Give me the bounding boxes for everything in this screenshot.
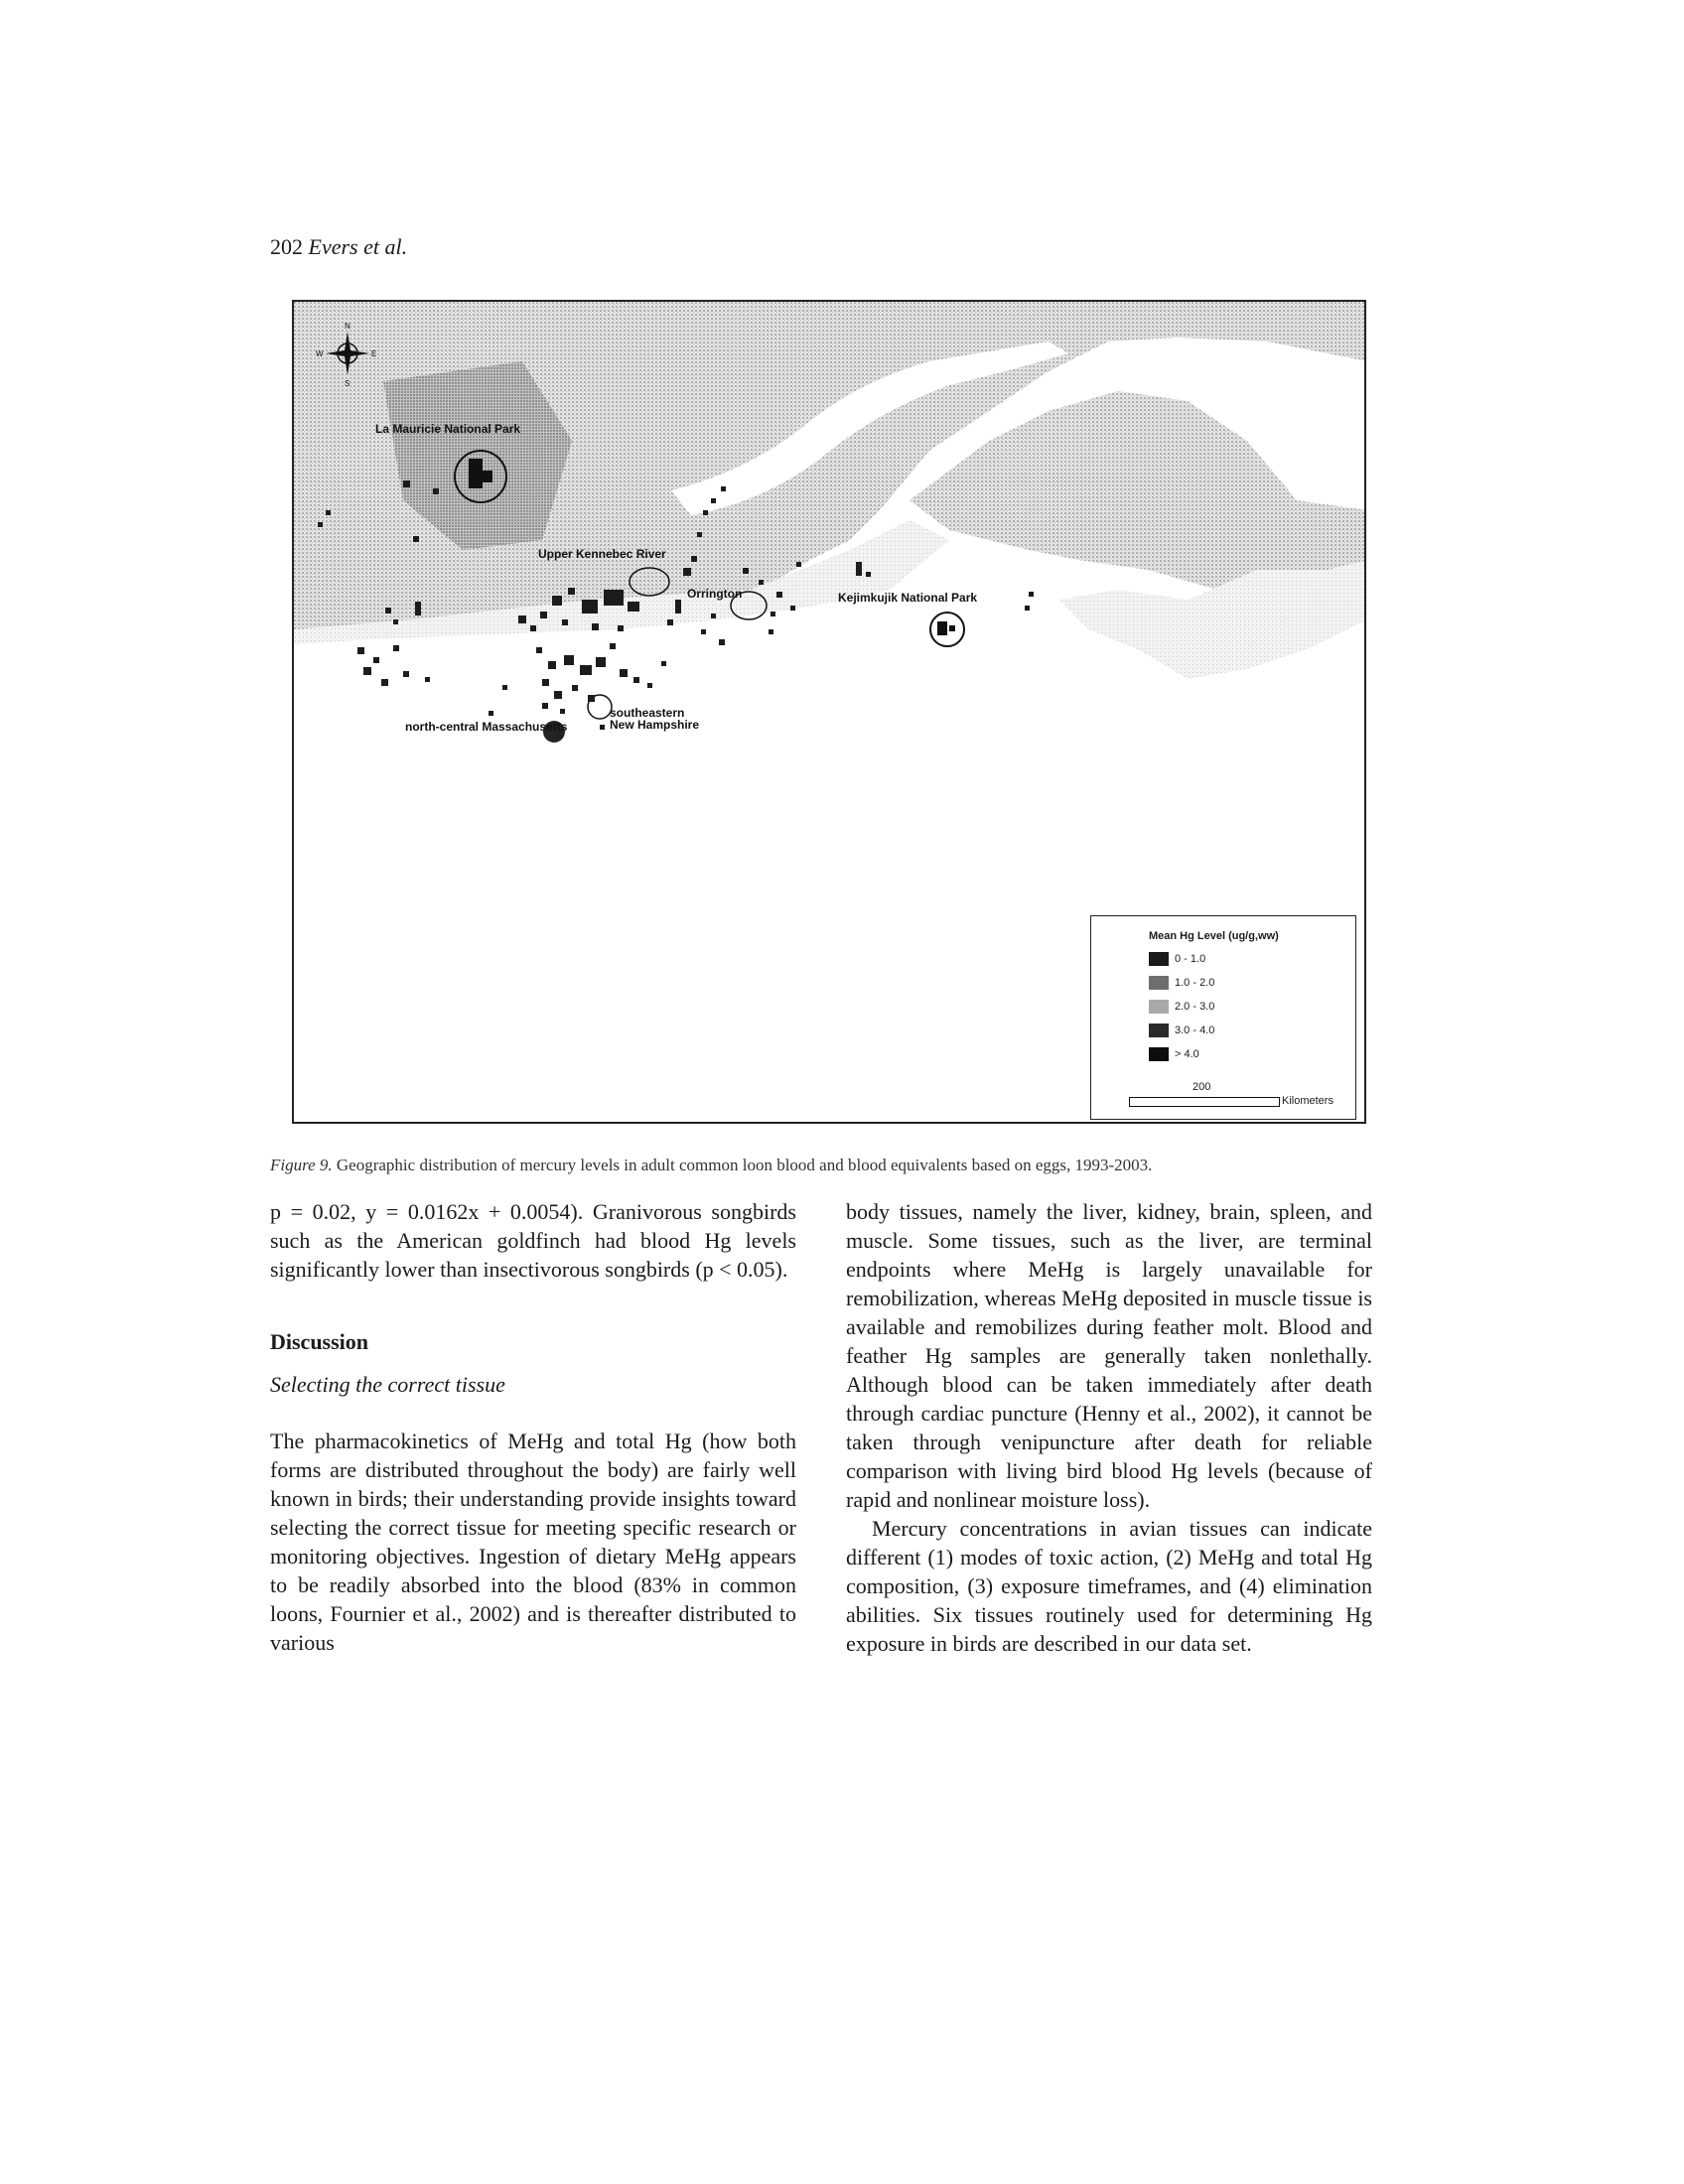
label-north-central-massachusetts: north-central Massachusetts: [405, 720, 568, 734]
page-number: 202: [270, 234, 303, 259]
label-southeastern: southeastern: [610, 706, 685, 720]
scale-bar: [1129, 1097, 1280, 1107]
paragraph: Mercury concentrations in avian tissues can indicate different (1) modes of toxic action, (2) MeHg and total Hg composition, (3) exposure timeframes, and (4) elimination abilities. Six tissues routinely used for determining Hg exposure in birds are described in our data set.: [846, 1516, 1372, 1656]
scale-unit: Kilometers: [1282, 1095, 1333, 1107]
legend-item: [1149, 974, 1214, 992]
legend-label: 0 - 1.0: [1175, 953, 1206, 965]
section-heading: Discussion: [270, 1329, 369, 1354]
legend-label: 3.0 - 4.0: [1175, 1024, 1215, 1036]
label-la-mauricie: La Mauricie National Park: [375, 422, 521, 436]
figure-caption-label: Figure 9.: [270, 1156, 333, 1174]
text-column-left: [270, 1197, 796, 1657]
legend-item: [1149, 1045, 1199, 1063]
text-column-right: [846, 1197, 1372, 1658]
map-legend: [1090, 915, 1356, 1120]
legend-swatch: [1149, 952, 1169, 966]
compass-w: W: [316, 349, 324, 358]
figure-caption-text: Geographic distribution of mercury levels in adult common loon blood and blood equivalents based on eggs, 1993-2003.: [336, 1156, 1153, 1174]
label-kejimkujik: Kejimkujik National Park: [838, 591, 978, 605]
subsection-heading: Selecting the correct tissue: [270, 1372, 505, 1397]
legend-swatch: [1149, 1047, 1169, 1061]
figure-caption: [270, 1156, 1152, 1175]
label-orrington: Orrington: [687, 587, 743, 601]
land-new-brunswick: [910, 391, 1366, 600]
compass-s: S: [345, 379, 351, 388]
paragraph: The pharmacokinetics of MeHg and total Hg (how both forms are distributed throughout the body) are fairly well known in birds; their understanding provide insights toward selecting the correct tissue for meeting specific research or monitoring objectives. Ingestion of dietary MeHg appears to be readily absorbed into the blood (83% in common loons, Fournier et al., 2002) and is thereafter distributed to various: [270, 1429, 796, 1655]
legend-label: > 4.0: [1175, 1048, 1199, 1060]
legend-swatch: [1149, 1024, 1169, 1037]
legend-swatch: [1149, 976, 1169, 990]
legend-swatch: [1149, 1000, 1169, 1014]
label-upper-kennebec: Upper Kennebec River: [538, 547, 666, 561]
running-head: [270, 234, 407, 260]
legend-item: [1149, 950, 1205, 968]
legend-item: [1149, 998, 1214, 1016]
paragraph: body tissues, namely the liver, kidney, brain, spleen, and muscle. Some tissues, such as the liver, are terminal endpoints where MeHg is largely unavailable for remobilization, whereas MeHg deposited in muscle tissue is available and remobilizes during feather molt. Blood and feather Hg samples are generally taken nonlethally. Although blood can be taken immediately after death through cardiac puncture (Henny et al., 2002), it cannot be taken through venipuncture after death for reliable comparison with living bird blood Hg levels (because of rapid and nonlinear moisture loss).: [846, 1199, 1372, 1512]
compass-e: E: [371, 349, 377, 358]
scale-value: 200: [1193, 1081, 1211, 1093]
legend-label: 2.0 - 3.0: [1175, 1001, 1215, 1013]
legend-item: [1149, 1022, 1214, 1039]
label-new-hampshire: New Hampshire: [610, 718, 700, 732]
compass-n: N: [345, 322, 351, 331]
running-head-authors: Evers et al.: [308, 234, 408, 259]
paragraph: p = 0.02, y = 0.0162x + 0.0054). Granivorous songbirds such as the American goldfinch had blood Hg levels significantly lower than insectivorous songbirds (p < 0.05).: [270, 1199, 796, 1282]
legend-title: Mean Hg Level (ug/g,ww): [1149, 930, 1279, 942]
figure-map: [292, 300, 1366, 1124]
legend-label: 1.0 - 2.0: [1175, 977, 1215, 989]
